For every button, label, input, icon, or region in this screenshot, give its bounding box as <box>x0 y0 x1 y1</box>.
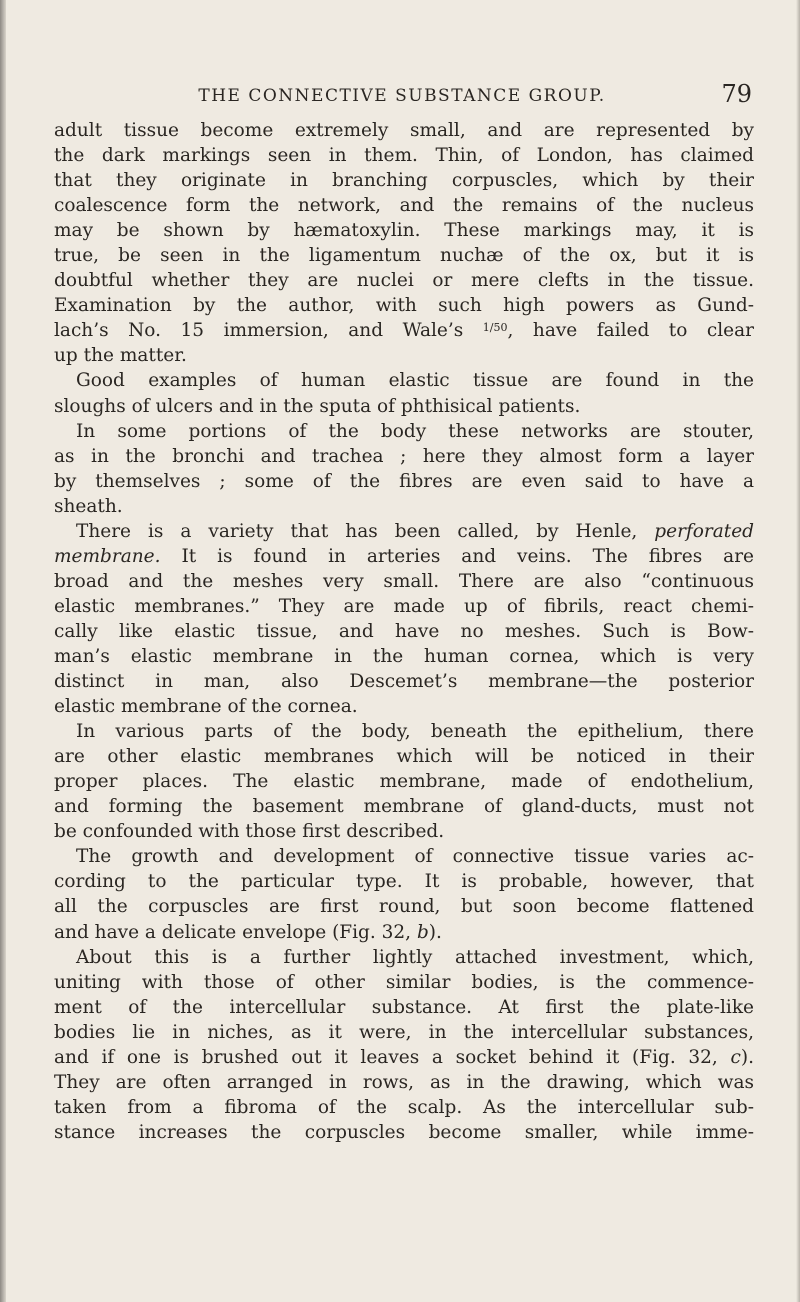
body-text <box>54 118 754 1145</box>
paragraph-start: The growth and development of connective tissue varies ac- <box>76 846 754 868</box>
page-number: 79 <box>721 80 752 108</box>
text-line: lach’s No. 15 immersion, and Wale’s $^{1/50}$, have failed to clear <box>54 320 755 342</box>
italic-term: perforated <box>654 520 754 542</box>
text-line: sloughs of ulcers and in the sputa of phthisical patients. <box>54 395 581 417</box>
paragraph-start: In various parts of the body, beneath the epithelium, there <box>76 721 754 743</box>
text-line: elastic membrane of the cornea. <box>54 696 358 718</box>
paragraph-start: In some portions of the body these networks are stouter, <box>76 420 754 442</box>
page-right-edge <box>796 0 800 1302</box>
text-line: and have a delicate envelope (Fig. 32, b). <box>54 921 442 943</box>
text-line: elastic membranes.” They are made up of fibrils, react chemi- <box>54 595 754 617</box>
text-line: doubtful whether they are nuclei or mere clefts in the tissue. <box>54 270 754 292</box>
text-line: bodies lie in niches, as it were, in the intercellular substances, <box>54 1021 754 1043</box>
fraction: 1/50 <box>482 321 508 335</box>
text-line: and if one is brushed out it leaves a socket behind it (Fig. 32, c). <box>54 1046 754 1068</box>
text-line: taken from a fibroma of the scalp. As the intercellular sub- <box>54 1096 754 1118</box>
text-line: by themselves ; some of the fibres are even said to have a <box>54 470 754 492</box>
text-line: up the matter. <box>54 345 187 367</box>
text-line: cally like elastic tissue, and have no meshes. Such is Bow- <box>54 620 754 642</box>
text-line: proper places. The elastic membrane, made of endothelium, <box>54 771 754 793</box>
text-line: stance increases the corpuscles become smaller, while imme- <box>54 1121 754 1143</box>
italic-term: b <box>416 921 429 943</box>
text-line: Examination by the author, with such high powers as Gund- <box>54 295 754 317</box>
text-line: cording to the particular type. It is probable, however, that <box>54 871 754 893</box>
text-line: ment of the intercellular substance. At first the plate-like <box>54 996 754 1018</box>
text-line: They are often arranged in rows, as in the drawing, which was <box>54 1071 754 1093</box>
text-line: true, be seen in the ligamentum nuchæ of the ox, but it is <box>54 245 754 267</box>
running-head <box>52 80 752 110</box>
text-line: and forming the basement membrane of gland-ducts, must not <box>54 796 754 818</box>
text-line: all the corpuscles are first round, but soon become flattened <box>54 896 754 918</box>
paragraph-start: About this is a further lightly attached investment, which, <box>76 946 754 968</box>
text-line: uniting with those of other similar bodies, is the commence- <box>54 971 754 993</box>
text-line: be confounded with those first described. <box>54 821 445 843</box>
text-line: are other elastic membranes which will be noticed in their <box>54 746 754 768</box>
text-line: the dark markings seen in them. Thin, of London, has claimed <box>54 145 754 167</box>
text-line: may be shown by hæmatoxylin. These markings may, it is <box>54 220 754 242</box>
paragraph-start: There is a variety that has been called, by Henle, perforated <box>76 520 754 542</box>
page-spine-shadow <box>0 0 6 1302</box>
italic-term: c <box>730 1046 741 1068</box>
text-line: adult tissue become extremely small, and are represented by <box>54 120 754 141</box>
text-line: distinct in man, also Descemet’s membrane—the posterior <box>54 671 754 693</box>
paragraph-start: Good examples of human elastic tissue are found in the <box>76 370 754 392</box>
text-line: membrane. It is found in arteries and veins. The fibres are <box>54 545 754 567</box>
text-line: man’s elastic membrane in the human cornea, which is very <box>54 645 754 667</box>
text-line: coalescence form the network, and the remains of the nucleus <box>54 195 754 217</box>
italic-term: membrane. <box>54 545 161 567</box>
text-line: as in the bronchi and trachea ; here they almost form a layer <box>54 445 754 467</box>
running-title: THE CONNECTIVE SUBSTANCE GROUP. <box>198 86 606 106</box>
text-line: sheath. <box>54 495 123 517</box>
text-line: broad and the meshes very small. There are also “continuous <box>54 570 754 592</box>
text-line: that they originate in branching corpuscles, which by their <box>54 170 754 192</box>
